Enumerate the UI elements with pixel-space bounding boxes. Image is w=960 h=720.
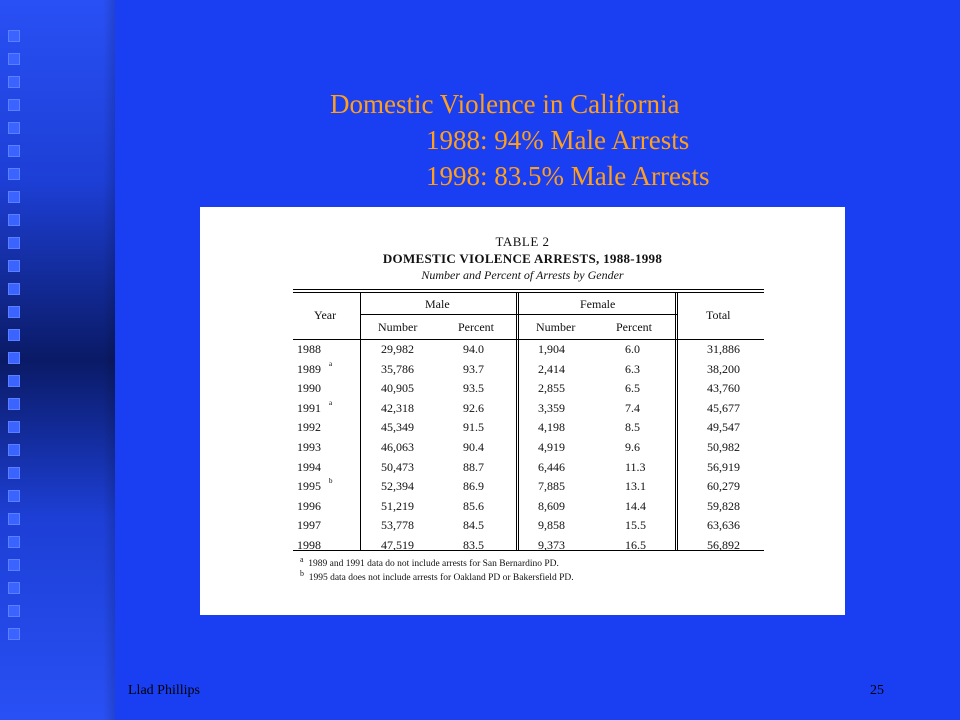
header-male-number: Number bbox=[378, 320, 418, 334]
footnote-a-mark: a bbox=[300, 555, 304, 564]
cell-male-percent: 86.9 bbox=[463, 479, 484, 494]
cell-female-percent: 8.5 bbox=[625, 420, 640, 435]
cell-male-number: 50,473 bbox=[381, 459, 414, 474]
decorative-square bbox=[8, 191, 20, 203]
decorative-square bbox=[8, 214, 20, 226]
decorative-square bbox=[8, 352, 20, 364]
cell-female-percent: 6.3 bbox=[625, 361, 640, 376]
cell-male-number: 40,905 bbox=[381, 381, 414, 396]
decorative-square bbox=[8, 490, 20, 502]
header-female-percent: Percent bbox=[616, 320, 652, 334]
footnote-b bbox=[300, 569, 574, 583]
cell-year: 1997 bbox=[297, 518, 321, 533]
decorative-square bbox=[8, 76, 20, 88]
decorative-square bbox=[8, 283, 20, 295]
cell-male-number: 47,519 bbox=[381, 538, 414, 552]
cell-female-number: 2,414 bbox=[538, 361, 565, 376]
cell-year: 1998 bbox=[297, 538, 321, 552]
table-bottom-rule bbox=[293, 550, 764, 551]
cell-female-percent: 7.4 bbox=[625, 400, 640, 415]
cell-female-percent: 6.0 bbox=[625, 342, 640, 356]
cell-year: 1991 bbox=[297, 400, 321, 415]
cell-female-percent: 11.3 bbox=[625, 459, 646, 474]
cell-year: 1989 bbox=[297, 361, 321, 376]
cell-female-percent: 16.5 bbox=[625, 538, 646, 552]
cell-male-percent: 90.4 bbox=[463, 440, 484, 454]
cell-year: 1996 bbox=[297, 498, 321, 513]
decorative-square bbox=[8, 605, 20, 617]
cell-total: 59,828 bbox=[707, 498, 740, 513]
cell-male-number: 51,219 bbox=[381, 498, 414, 513]
footnote-marker: b bbox=[329, 477, 333, 486]
cell-total: 43,760 bbox=[707, 381, 740, 396]
table-heading: DOMESTIC VIOLENCE ARRESTS, 1988-1998 bbox=[382, 251, 663, 266]
decorative-square bbox=[8, 306, 20, 318]
cell-total: 31,886 bbox=[707, 342, 740, 356]
cell-female-number: 6,446 bbox=[538, 459, 565, 474]
cell-female-percent: 9.6 bbox=[625, 440, 640, 454]
header-female: Female bbox=[580, 297, 616, 311]
cell-male-number: 53,778 bbox=[381, 518, 414, 533]
cell-year: 1992 bbox=[297, 420, 321, 435]
cell-total: 56,919 bbox=[707, 459, 740, 474]
table-top-rule bbox=[293, 289, 764, 293]
decorative-square bbox=[8, 237, 20, 249]
header-year: Year bbox=[314, 308, 337, 322]
footer-page-number: 25 bbox=[870, 683, 884, 698]
footnote-b-text: 1995 data does not include arrests for Oakland PD or Bakersfield PD. bbox=[308, 573, 574, 584]
decorative-square bbox=[8, 329, 20, 341]
decorative-square bbox=[8, 53, 20, 65]
decorative-square bbox=[8, 513, 20, 525]
table-divider bbox=[516, 293, 519, 551]
table-caption: TABLE 2 bbox=[495, 234, 550, 249]
cell-female-percent: 13.1 bbox=[625, 479, 646, 494]
footnote-a-text: 1989 and 1991 data do not include arrests for San Bernardino PD. bbox=[308, 559, 559, 570]
table-subheading: Number and Percent of Arrests by Gender bbox=[421, 268, 624, 282]
decorative-square bbox=[8, 559, 20, 571]
cell-year: 1988 bbox=[297, 342, 321, 356]
title-line-2: 1988: 94% Male Arrests bbox=[426, 125, 690, 155]
cell-total: 60,279 bbox=[707, 479, 740, 494]
cell-male-percent: 84.5 bbox=[463, 518, 484, 533]
cell-year: 1994 bbox=[297, 459, 321, 474]
decorative-square bbox=[8, 122, 20, 134]
cell-male-percent: 91.5 bbox=[463, 420, 484, 435]
table-divider bbox=[675, 293, 678, 551]
footer-author: Llad Phillips bbox=[128, 683, 200, 698]
table-divider bbox=[360, 293, 361, 551]
cell-male-number: 42,318 bbox=[381, 400, 414, 415]
decorative-square bbox=[8, 145, 20, 157]
footnote-a bbox=[300, 555, 559, 569]
cell-male-number: 35,786 bbox=[381, 361, 414, 376]
decorative-square bbox=[8, 99, 20, 111]
left-decorative-band bbox=[0, 0, 115, 720]
header-male-percent: Percent bbox=[458, 320, 494, 334]
cell-male-number: 29,982 bbox=[381, 342, 414, 356]
title-line-3: 1998: 83.5% Male Arrests bbox=[426, 161, 710, 191]
cell-female-number: 9,858 bbox=[538, 518, 565, 533]
cell-female-number: 2,855 bbox=[538, 381, 565, 396]
decorative-square bbox=[8, 398, 20, 410]
decorative-square bbox=[8, 375, 20, 387]
cell-male-percent: 85.6 bbox=[463, 498, 484, 513]
decorative-square bbox=[8, 421, 20, 433]
footnote-b-mark: b bbox=[300, 569, 304, 578]
cell-male-percent: 88.7 bbox=[463, 459, 484, 474]
decorative-square bbox=[8, 444, 20, 456]
header-total: Total bbox=[706, 308, 731, 322]
header-male: Male bbox=[425, 297, 450, 311]
cell-male-number: 45,349 bbox=[381, 420, 414, 435]
cell-year: 1993 bbox=[297, 440, 321, 454]
decorative-square bbox=[8, 467, 20, 479]
cell-total: 45,677 bbox=[707, 400, 740, 415]
footnote-marker: a bbox=[329, 359, 333, 368]
decorative-square bbox=[8, 168, 20, 180]
cell-female-number: 1,904 bbox=[538, 342, 565, 356]
table-subheader-rule bbox=[360, 314, 677, 315]
cell-male-percent: 93.7 bbox=[463, 361, 484, 376]
cell-male-number: 46,063 bbox=[381, 440, 414, 454]
header-female-number: Number bbox=[536, 320, 576, 334]
cell-total: 56,892 bbox=[707, 538, 740, 552]
table-image bbox=[200, 207, 845, 615]
decorative-square bbox=[8, 582, 20, 594]
cell-year: 1995 bbox=[297, 479, 321, 494]
footnote-marker: a bbox=[329, 398, 333, 407]
cell-female-percent: 14.4 bbox=[625, 498, 646, 513]
cell-female-number: 7,885 bbox=[538, 479, 565, 494]
cell-female-number: 4,198 bbox=[538, 420, 565, 435]
decorative-squares bbox=[8, 30, 26, 651]
slide-title bbox=[330, 86, 709, 194]
decorative-square bbox=[8, 260, 20, 272]
cell-female-percent: 6.5 bbox=[625, 381, 640, 396]
cell-male-number: 52,394 bbox=[381, 479, 414, 494]
cell-total: 50,982 bbox=[707, 440, 740, 454]
cell-female-number: 8,609 bbox=[538, 498, 565, 513]
cell-female-number: 3,359 bbox=[538, 400, 565, 415]
cell-male-percent: 83.5 bbox=[463, 538, 484, 552]
cell-male-percent: 93.5 bbox=[463, 381, 484, 396]
decorative-square bbox=[8, 30, 20, 42]
cell-male-percent: 92.6 bbox=[463, 400, 484, 415]
cell-total: 63,636 bbox=[707, 518, 740, 533]
cell-female-number: 9,373 bbox=[538, 538, 565, 552]
cell-total: 38,200 bbox=[707, 361, 740, 376]
decorative-square bbox=[8, 628, 20, 640]
cell-male-percent: 94.0 bbox=[463, 342, 484, 356]
decorative-square bbox=[8, 536, 20, 548]
cell-year: 1990 bbox=[297, 381, 321, 396]
cell-female-percent: 15.5 bbox=[625, 518, 646, 533]
cell-total: 49,547 bbox=[707, 420, 740, 435]
title-line-1: Domestic Violence in California bbox=[330, 89, 680, 119]
cell-female-number: 4,919 bbox=[538, 440, 565, 454]
table-header-rule bbox=[293, 339, 764, 340]
